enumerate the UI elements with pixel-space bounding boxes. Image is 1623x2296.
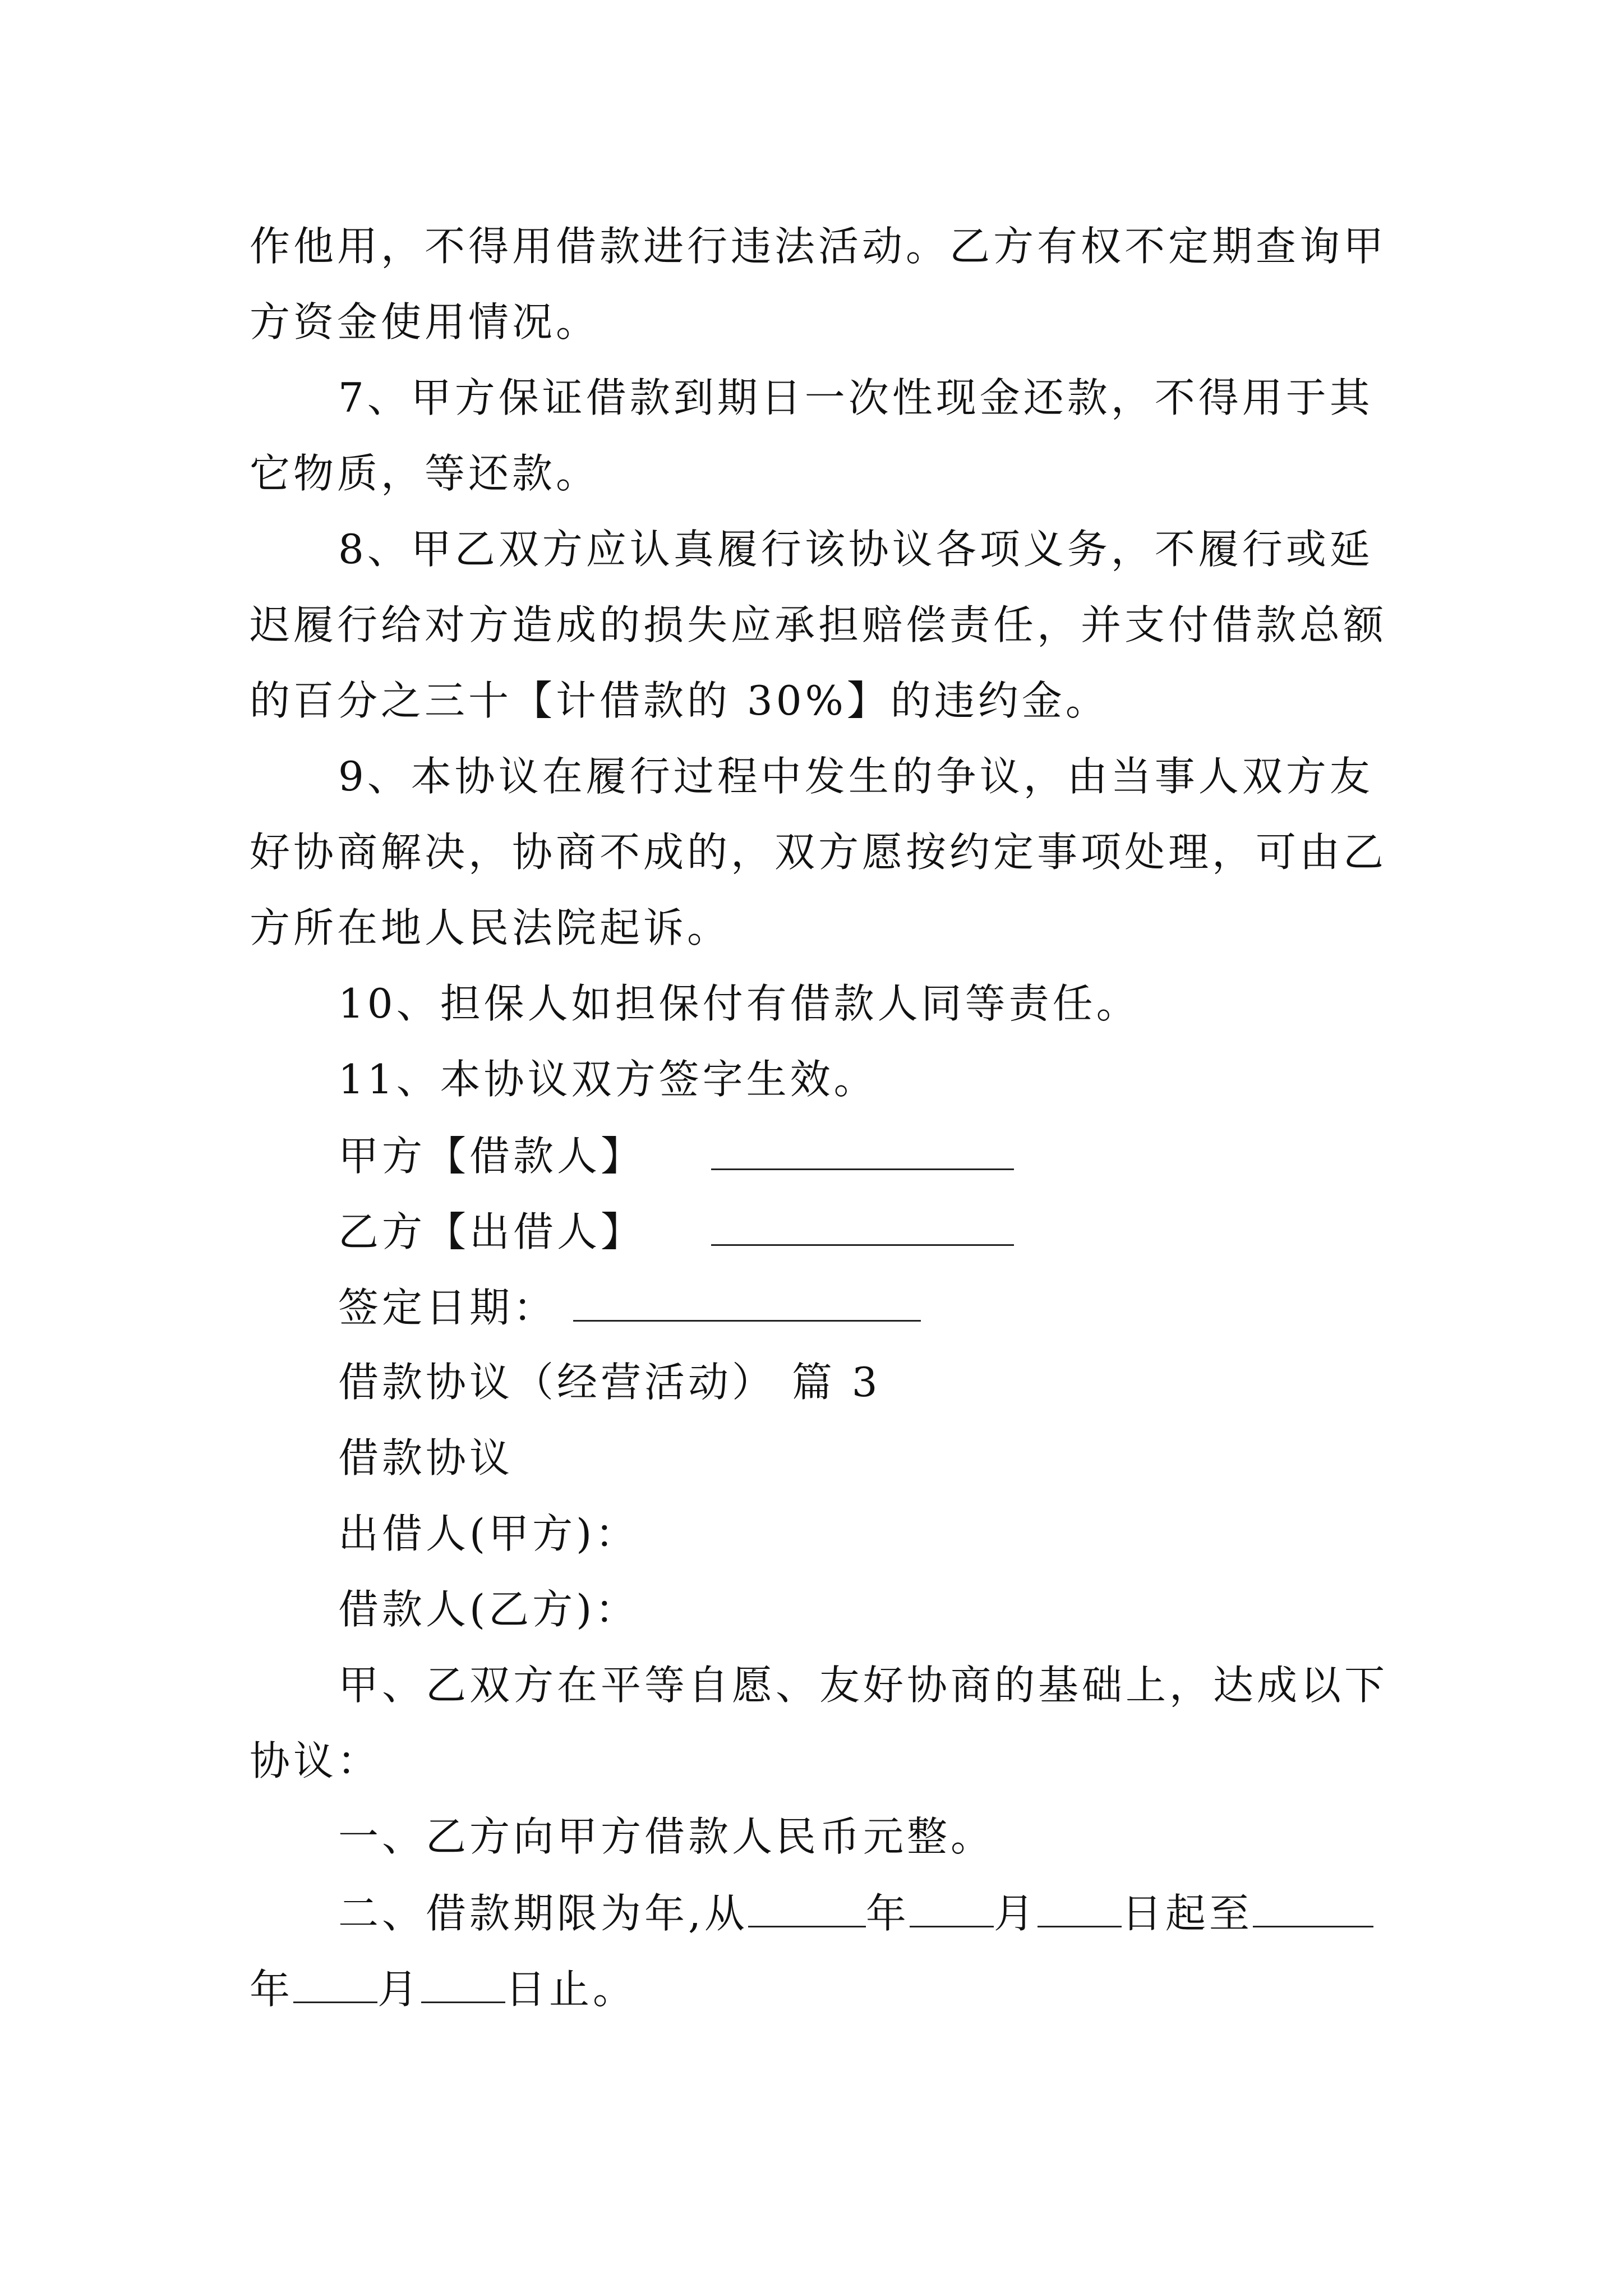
item2-text-7: 日止。	[505, 1966, 637, 2013]
item2-text-1: 二、借款期限为年,从	[338, 1890, 748, 1937]
item2-day-end-blank	[421, 1968, 505, 2003]
item2-day-start-blank	[1038, 1892, 1122, 1927]
item2-line2	[250, 1966, 1377, 2013]
item2-text-2: 年	[865, 1890, 910, 1937]
intro-line1: 甲、乙双方在平等自愿、友好协商的基础上，达成以下	[338, 1662, 1389, 1709]
clause6-line1: 作他用，不得用借款进行违法活动。乙方有权不定期查询甲	[250, 223, 1387, 270]
signature-party-a-blank	[711, 1135, 1014, 1170]
clause9-line1: 9、本协议在履行过程中发生的争议，由当事人双方友	[338, 753, 1373, 800]
clause6-line2: 方资金使用情况。	[250, 298, 600, 346]
document-title: 借款协议	[338, 1434, 514, 1481]
borrower-field: 借款人(乙方)：	[338, 1586, 639, 1633]
signature-date-blank	[573, 1286, 921, 1322]
clause8-line2: 迟履行给对方造成的损失应承担赔偿责任，并支付借款总额	[250, 601, 1387, 648]
item2-year-start-blank	[748, 1892, 866, 1927]
lender-field: 出借人(甲方)：	[338, 1510, 639, 1557]
signature-party-b-blank	[711, 1211, 1014, 1246]
signature-party-a-label: 甲方【借款人】	[338, 1133, 645, 1180]
item2-text-6: 月	[377, 1966, 422, 2013]
item2-text-5: 年	[250, 1966, 294, 2013]
intro-line2: 协议：	[250, 1737, 381, 1784]
item2-month-end-blank	[293, 1968, 377, 2003]
item2-text-3: 月	[993, 1890, 1038, 1937]
section-heading: 借款协议（经营活动） 篇 3	[338, 1359, 881, 1406]
item2-line1	[338, 1890, 1465, 1937]
clause9-line2: 好协商解决，协商不成的，双方愿按约定事项处理，可由乙	[250, 829, 1387, 876]
signature-party-b-label: 乙方【出借人】	[338, 1208, 645, 1255]
signature-date	[338, 1284, 1465, 1331]
clause7-line2: 它物质，等还款。	[250, 450, 600, 497]
signature-party-a	[338, 1133, 1465, 1180]
item2-month-start-blank	[910, 1892, 994, 1927]
signature-party-b	[338, 1208, 1465, 1255]
signature-date-label: 签定日期：	[338, 1284, 557, 1331]
clause10: 10、担保人如担保付有借款人同等责任。	[338, 980, 1140, 1027]
clause8-line1: 8、甲乙双方应认真履行该协议各项义务，不履行或延	[338, 526, 1373, 573]
item1: 一、乙方向甲方借款人民币元整。	[338, 1813, 995, 1860]
clause9-line3: 方所在地人民法院起诉。	[250, 904, 731, 951]
item2-year-end-blank	[1253, 1892, 1373, 1927]
item2-text-4: 日起至	[1121, 1890, 1253, 1937]
clause11: 11、本协议双方签字生效。	[338, 1056, 878, 1103]
clause8-line3: 的百分之三十【计借款的 30%】的违约金。	[250, 677, 1109, 724]
clause7-line1: 7、甲方保证借款到期日一次性现金还款，不得用于其	[338, 374, 1373, 421]
